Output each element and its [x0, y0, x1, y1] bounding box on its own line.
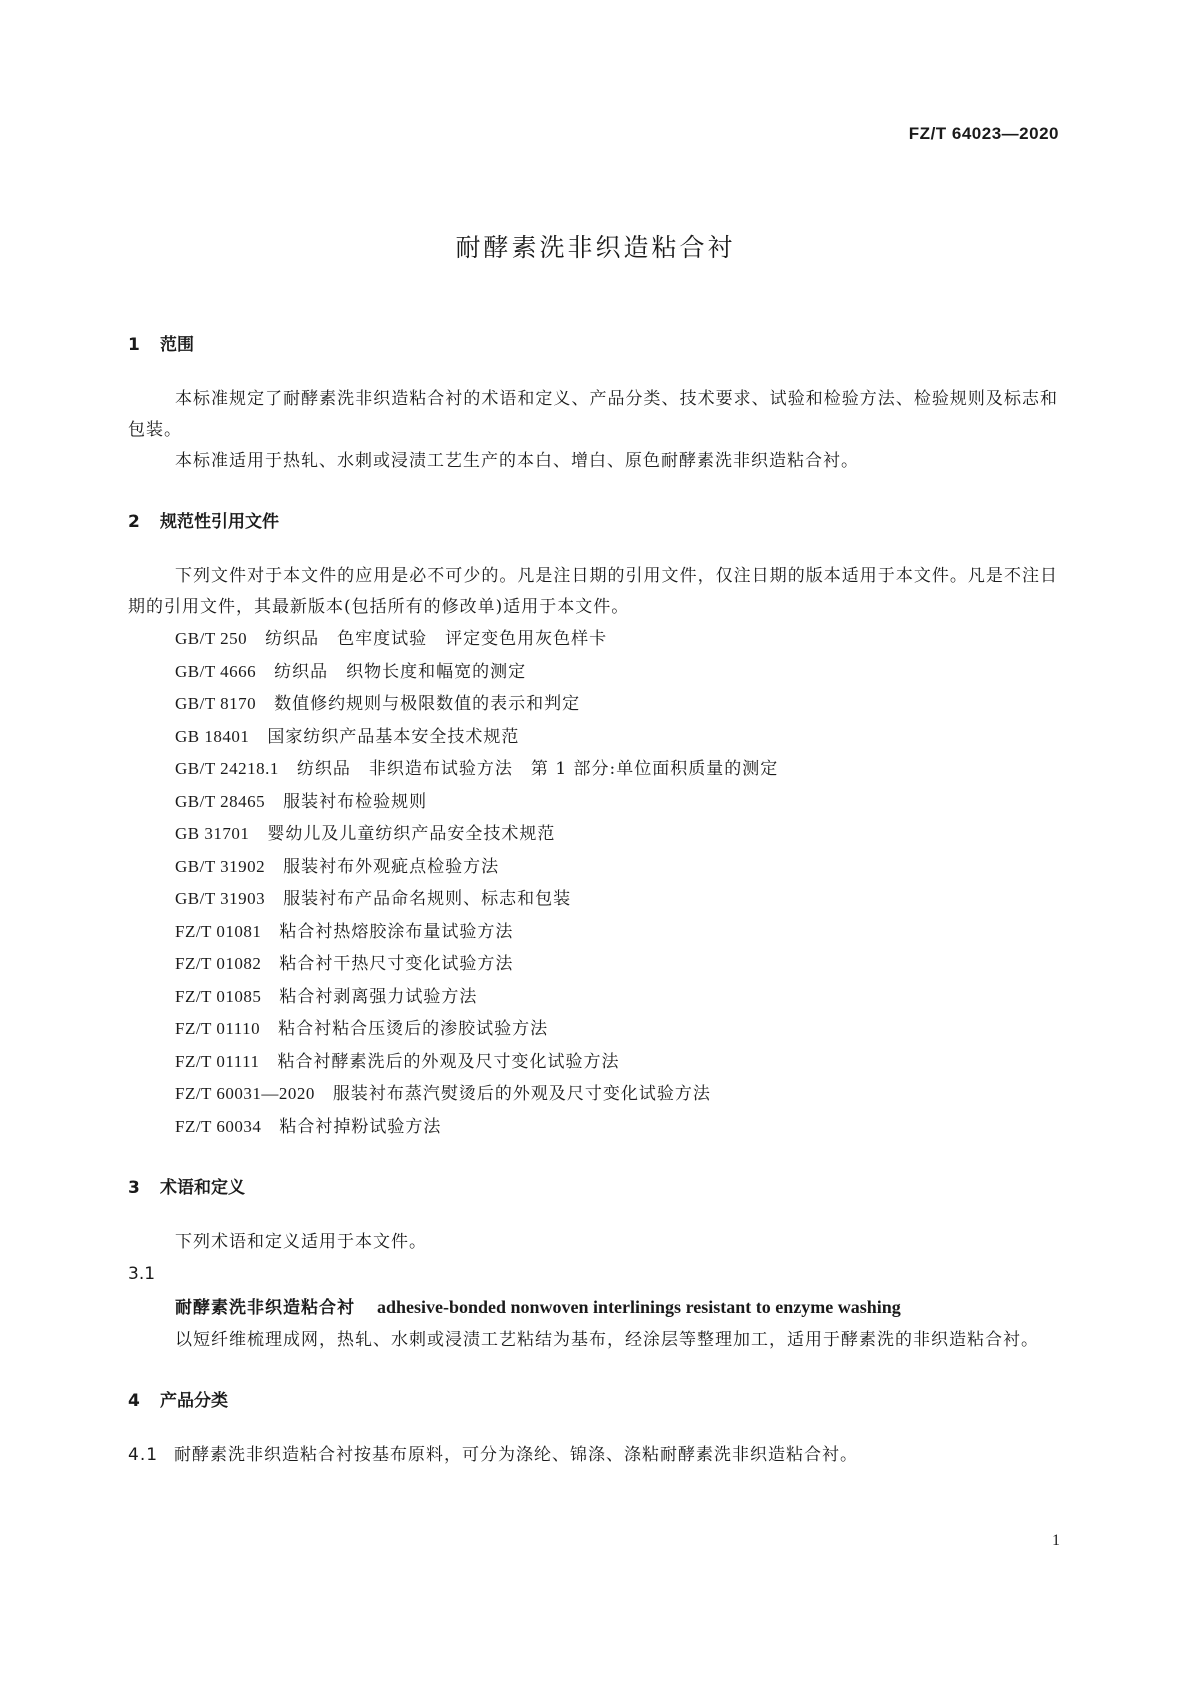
reference-title: 粘合衬酵素洗后的外观及尺寸变化试验方法: [277, 1051, 620, 1072]
reference-code: FZ/T 01110: [175, 1019, 261, 1038]
reference-code: GB 18401: [175, 726, 250, 746]
reference-title: 粘合衬剥离强力试验方法: [279, 986, 478, 1007]
reference-code: GB/T 4666: [175, 661, 257, 681]
section-4-heading: [128, 1386, 1058, 1411]
reference-code: FZ/T 60031—2020: [175, 1084, 315, 1103]
reference-item: [128, 916, 1058, 949]
section-title: 范围: [160, 335, 194, 355]
reference-code: FZ/T 01111: [175, 1051, 260, 1071]
section-number: 3: [128, 1178, 140, 1198]
terms-intro: 下列术语和定义适用于本文件。: [175, 1232, 427, 1252]
reference-item: [128, 1046, 1058, 1079]
section-title: 产品分类: [160, 1391, 228, 1411]
section-number: 2: [128, 512, 140, 532]
section-3-heading: [128, 1173, 1058, 1198]
section-number: 1: [128, 335, 140, 355]
reference-title: 粘合衬干热尺寸变化试验方法: [279, 954, 514, 974]
section-title: 规范性引用文件: [160, 512, 279, 532]
reference-item: [128, 1111, 1058, 1144]
page-number: 1: [1052, 1532, 1060, 1549]
reference-item: [128, 948, 1058, 981]
document-body: [128, 330, 1058, 1471]
reference-item: [128, 656, 1058, 689]
clause-text: 耐酵素洗非织造粘合衬按基布原料，可分为涤纶、锦涤、涤粘耐酵素洗非织造粘合衬。: [174, 1445, 858, 1465]
reference-item: [128, 851, 1058, 884]
reference-item: [128, 786, 1058, 819]
reference-item: [128, 753, 1058, 786]
section-title: 术语和定义: [160, 1178, 245, 1198]
standard-code: FZ/T 64023—2020: [908, 124, 1059, 143]
reference-title: 服装衬布检验规则: [283, 791, 428, 812]
reference-title: 婴幼儿及儿童纺织产品安全技术规范: [267, 824, 556, 844]
reference-code: GB/T 28465: [175, 791, 266, 811]
reference-item: [128, 883, 1058, 916]
section-1-heading: [128, 330, 1058, 355]
reference-code: FZ/T 01081: [175, 921, 262, 941]
term-chinese: 耐酵素洗非织造粘合衬: [175, 1298, 355, 1318]
references-intro: 下列文件对于本文件的应用是必不可少的。凡是注日期的引用文件，仅注日期的版本适用于本文件。凡是不注日期的引用文件，其最新版本(包括所有的修改单)适用于本文件。: [128, 566, 1058, 617]
reference-title: 粘合衬掉粉试验方法: [279, 1116, 442, 1137]
term-number: 3.1: [128, 1264, 156, 1284]
term-entry: [128, 1291, 1058, 1325]
reference-title: 国家纺织产品基本安全技术规范: [267, 726, 520, 747]
reference-item: [128, 688, 1058, 721]
reference-title: 服装衬布外观疵点检验方法: [283, 856, 500, 877]
reference-code: FZ/T 60034: [175, 1116, 262, 1136]
reference-title: 纺织品 非织造布试验方法 第 1 部分:单位面积质量的测定: [296, 759, 779, 779]
clause-4-1: [128, 1440, 1058, 1471]
scope-paragraph-1: 本标准规定了耐酵素洗非织造粘合衬的术语和定义、产品分类、技术要求、试验和检验方法、检验规则及标志和包装。: [128, 389, 1058, 440]
reference-code: GB/T 8170: [175, 694, 257, 713]
reference-code: GB 31701: [175, 824, 250, 843]
reference-code: FZ/T 01082: [175, 954, 262, 973]
reference-item: [128, 1078, 1058, 1111]
reference-code: GB/T 250: [175, 629, 248, 648]
term-definition: 以短纤维梳理成网，热轧、水刺或浸渍工艺粘结为基布，经涂层等整理加工，适用于酵素洗的非织造粘合衬。: [175, 1330, 1039, 1350]
term-english: adhesive-bonded nonwoven interlinings resistant to enzyme washing: [377, 1297, 901, 1317]
reference-item: [128, 721, 1058, 754]
reference-item: [128, 1013, 1058, 1046]
reference-title: 粘合衬粘合压烫后的渗胶试验方法: [278, 1019, 549, 1039]
scope-paragraph-2: 本标准适用于热轧、水刺或浸渍工艺生产的本白、增白、原色耐酵素洗非织造粘合衬。: [175, 451, 859, 471]
reference-title: 服装衬布产品命名规则、标志和包装: [283, 889, 572, 909]
reference-code: GB/T 31903: [175, 889, 266, 908]
reference-title: 纺织品 织物长度和幅宽的测定: [274, 661, 527, 682]
document-title: 耐酵素洗非织造粘合衬: [455, 233, 736, 262]
reference-code: GB/T 31902: [175, 856, 266, 876]
section-number: 4: [128, 1391, 140, 1411]
reference-title: 粘合衬热熔胶涂布量试验方法: [279, 921, 514, 942]
reference-title: 数值修约规则与极限数值的表示和判定: [274, 694, 581, 714]
reference-code: GB/T 24218.1: [175, 759, 279, 778]
reference-title: 纺织品 色牢度试验 评定变色用灰色样卡: [265, 629, 608, 649]
section-2-heading: [128, 507, 1058, 532]
reference-item: [128, 981, 1058, 1014]
reference-item: [128, 623, 1058, 656]
reference-title: 服装衬布蒸汽熨烫后的外观及尺寸变化试验方法: [332, 1084, 711, 1104]
reference-code: FZ/T 01085: [175, 986, 262, 1006]
reference-item: [128, 818, 1058, 851]
clause-number: 4.1: [128, 1445, 159, 1465]
reference-list: [128, 623, 1058, 1143]
